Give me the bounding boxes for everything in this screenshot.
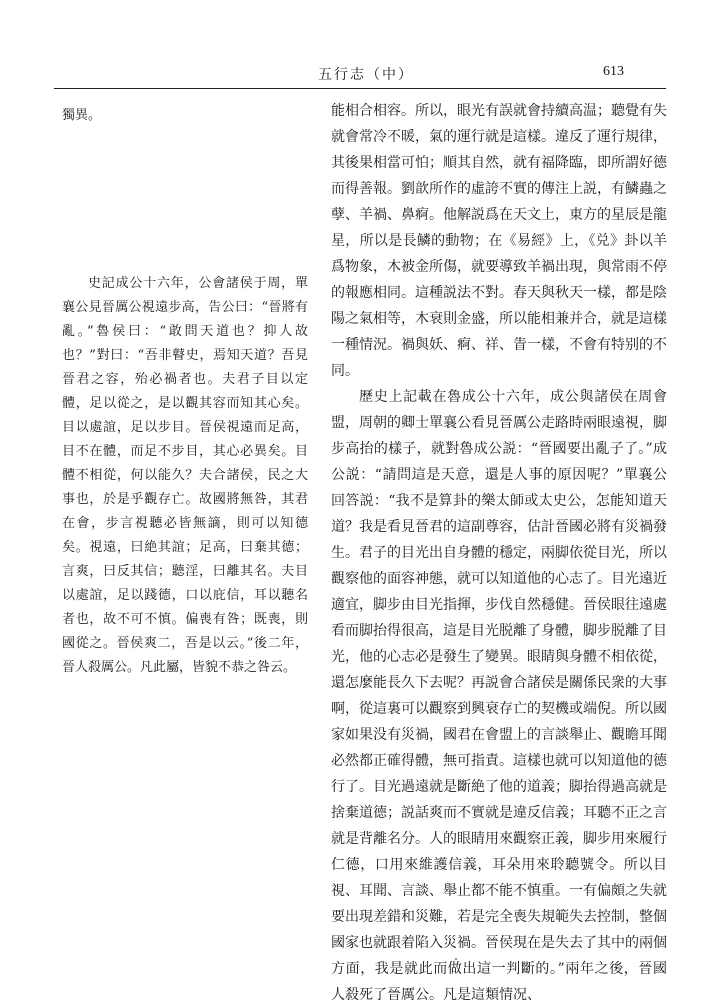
right-paragraph-1: 能相合相容。所以，眼光有誤就會持續高温；聽覺有失就會常冷不暖，氣的運行就是這樣。違反了運行規律，其後果相當可怕；順其自然，就有福降臨，即所謂好德而得善報。劉歆所作的虛誇不實的傳注上説，有鱗蟲之孽、羊禍、鼻痾。他解説爲在天文上，東方的星辰是龍星，所以是長鱗的動物；在《易經》上，《兑》卦以羊爲物象，木被金所傷，就要導致羊禍出現，與常雨不停的報應相同。這種説法不對。春天與秋天一樣，都是陰陽之氣相等，木衰則金盛，所以能相兼并合，就是這樣一種情況。禍與妖、痾、祥、眚一樣，不會有特别的不同。 bbox=[331, 103, 667, 379]
left-column bbox=[62, 104, 308, 680]
page-number: 613 bbox=[603, 64, 624, 79]
right-column bbox=[331, 98, 667, 1008]
header-rule bbox=[54, 88, 666, 89]
left-paragraph: 史記成公十六年，公會諸侯于周，單襄公見晉厲公視遠步高，告公曰：“晉將有亂。”魯侯曰：“敢問天道也？抑人故也？”對曰：“吾非瞽史，焉知天道？吾見晉君之容，殆必禍者也。夫君子目以定體，足以從之，是以觀其容而知其心矣。目以處誼，足以步目。晉侯視遠而足高，目不在體，而足不步目，其心必異矣。目體不相從，何以能久？夫合諸侯，民之大事也，於是乎觀存亡。故國將無咎，其君在會，步言視聽必皆無謫，則可以知德矣。視遠，曰絶其誼；足高，曰棄其德；言爽，曰反其信；聽淫，曰離其名。夫目以處誼，足以踐德，口以庇信，耳以聽名者也，故不可不慎。偏喪有咎；既喪，則國從之。晉侯爽二，吾是以云。”後二年，晉人殺厲公。凡此屬，皆貌不恭之咎云。 bbox=[62, 276, 308, 675]
header-title: 五行志（中） bbox=[318, 67, 414, 83]
scan-dot bbox=[455, 958, 457, 960]
right-paragraph-2: 歷史上記載在魯成公十六年，成公與諸侯在周會盟，周朝的卿士單襄公看見晉厲公走路時兩眼遠視，脚步高抬的樣子，就對魯成公説：“晉國要出亂子了。”成公説：“請問這是天意，還是人事的原因呢？”單襄公回答説：“我不是算卦的樂太師或太史公，怎能知道天道？我是看見晉君的這副尊容，估計晉國必將有災禍發生。君子的目光出自身體的穩定，兩脚依從目光，所以觀察他的面容神態，就可以知道他的心志了。目光遠近適宜，脚步由目光指揮，步伐自然穩健。晉侯眼往遠處看而脚抬得很高，這是目光脱離了身體，脚步脱離了目光，他的心志必是發生了變異。眼睛與身體不相依從，還怎麼能長久下去呢？再説會合諸侯是關係民衆的大事啊，從這裏可以觀察到興衰存亡的契機或端倪。所以國家如果没有災禍，國君在會盟上的言談舉止、觀瞻耳聞必然都正確得體，無可指責。這樣也就可以知道他的德行了。目光過遠就是斷絶了他的道義；脚抬得過高就是捨棄道德；説話爽而不實就是違反信義；耳聽不正之言就是背離名分。人的眼睛用來觀察正義，脚步用來履行仁德，口用來維護信義，耳朵用來聆聽號令。所以目視、耳聞、言談、舉止都不能不慎重。一有偏頗之失就要出現差錯和災難，若是完全喪失規範失去控制，整個國家也就跟着陷入災禍。晉侯現在是失去了其中的兩個方面，我是就此而做出這一判斷的。”兩年之後，晉國人殺死了晉厲公。凡是這類情况、 bbox=[331, 389, 667, 1003]
left-gap bbox=[62, 128, 308, 272]
left-fragment: 獨異。 bbox=[62, 108, 102, 123]
